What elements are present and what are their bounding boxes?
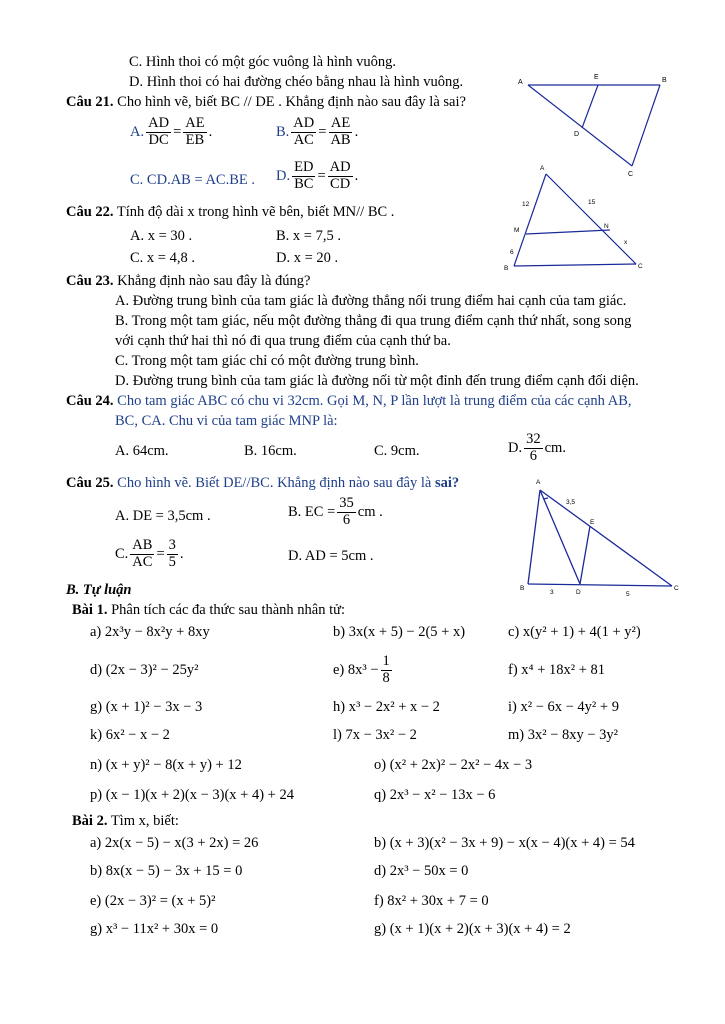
q24-option-a: A. 64cm. (115, 443, 169, 459)
bai1-item-g: g) (x + 1)² − 3x − 3 (90, 699, 203, 715)
q20-option-d: D. Hình thoi có hai đường chéo bằng nhau là hình vuông. (129, 74, 464, 90)
bai1-item-h: h) x³ − 2x² + x − 2 (333, 699, 440, 715)
q22-text: Tính độ dài x trong hình vẽ bên, biết MN// BC . (116, 204, 395, 220)
fraction: $\frac{AD}{DC}$ (148, 115, 170, 148)
length-label: 12 (522, 201, 530, 208)
bai1-label: Bài 1. (72, 602, 108, 618)
segment-ac (528, 85, 632, 166)
segment-bc (514, 264, 636, 266)
length-label: x (624, 239, 628, 246)
q21-label: Câu 21. (66, 94, 114, 110)
fraction: $\frac{AD}{AC}$ (293, 115, 315, 148)
q24-text-1: Cho tam giác ABC có chu vi 32cm. Gọi M, N, P lần lượt là trung điểm của các cạnh AB, (117, 393, 632, 409)
option-letter: D. (276, 168, 291, 185)
bai2-item-e: e) (2x − 3)² = (x + 5)² (90, 893, 216, 909)
point-label: B (520, 585, 525, 592)
bai1-item-d: d) (2x − 3)² − 25y² (90, 662, 199, 678)
bai2-heading (72, 813, 179, 830)
fraction: $\frac{3}{5}$ (168, 537, 176, 570)
fraction: $\frac{AB}{AC}$ (132, 537, 153, 570)
point-label: A (536, 479, 541, 486)
q24-label: Câu 24. (66, 393, 114, 409)
segment-bc (528, 584, 672, 586)
section-title-part-b: B. Tự luận (66, 582, 132, 598)
q24-option-c: C. 9cm. (374, 443, 420, 459)
bai2-item-g: g) x³ − 11x² + 30x = 0 (90, 921, 219, 937)
bai1-item-n: n) (x + y)² − 8(x + y) + 12 (90, 757, 242, 773)
bai1-item-c: c) x(y² + 1) + 4(1 + y²) (508, 624, 641, 640)
unit: cm . (357, 504, 383, 521)
q25-option-d: D. AD = 5cm . (288, 548, 374, 564)
q24-option-b: B. 16cm. (244, 443, 297, 459)
q24-line1 (66, 393, 632, 410)
option-letter: D. (508, 440, 523, 457)
fraction: $\frac{AD}{CD}$ (329, 159, 351, 192)
q25-option-a: A. DE = 3,5cm . (115, 508, 211, 524)
bai1-item-e: e) 8x³ − $\frac{1}{8}$ (333, 653, 390, 686)
length-label: 15 (588, 199, 596, 206)
point-label: B (504, 265, 509, 272)
q23-option-b-line1: B. Trong một tam giác, nếu một đường thẳng đi qua trung điểm cạnh thứ nhất, song song (115, 313, 632, 329)
q25-option-b (288, 496, 383, 529)
point-label: A (518, 79, 523, 86)
q23-option-a: A. Đường trung bình của tam giác là đường thẳng nối trung điểm hai cạnh của tam giác. (115, 293, 627, 309)
bai1-item-i: i) x² − 6x − 4y² + 9 (508, 699, 619, 715)
length-label: 5 (626, 591, 630, 598)
fraction: $\frac{AE}{EB}$ (185, 115, 205, 148)
q20-option-c: C. Hình thoi có một góc vuông là hình vuông. (129, 54, 397, 70)
q21-option-a: A. $\frac{AD}{DC}$ = $\frac{AE}{EB}$ . (130, 115, 213, 148)
bai1-item-q: q) 2x³ − x² − 13x − 6 (374, 787, 496, 803)
bai1-item-p: p) (x − 1)(x + 2)(x − 3)(x + 4) + 24 (90, 787, 294, 803)
segment-ac (546, 174, 636, 264)
q25-text-bold: sai? (434, 475, 460, 491)
bai2-item-f: f) 8x² + 30x + 7 = 0 (374, 893, 489, 909)
q22-figure (500, 162, 650, 274)
fraction: $\frac{32}{6}$ (526, 431, 541, 464)
fraction: $\frac{35}{6}$ (339, 495, 354, 528)
option-letter: B. (276, 124, 290, 141)
length-label: 6 (510, 249, 514, 256)
bai2-item-c: b) 8x(x − 5) − 3x + 15 = 0 (90, 863, 243, 879)
segment-ab (528, 490, 540, 584)
point-label: E (590, 519, 595, 526)
bai1-heading (72, 602, 345, 619)
q23-option-b-line2: với cạnh thứ hai thì nó đi qua trung điểm của cạnh thứ ba. (115, 333, 451, 349)
fraction: $\frac{AE}{AB}$ (330, 115, 351, 148)
unit: cm. (544, 440, 566, 457)
q23-option-c: C. Trong một tam giác chỉ có một đường trung bình. (115, 353, 419, 369)
bai2-label: Bài 2. (72, 813, 108, 829)
length-label: 3 (550, 589, 554, 596)
bai2-item-h: g) (x + 1)(x + 2)(x + 3)(x + 4) = 2 (374, 921, 571, 937)
bai1-item-l: l) 7x − 3x² − 2 (333, 727, 417, 743)
q22-option-b: B. x = 7,5 . (276, 228, 341, 244)
q25-label: Câu 25. (66, 475, 114, 491)
bai1-item-o: o) (x² + 2x)² − 2x² − 4x − 3 (374, 757, 533, 773)
q21 (66, 94, 466, 111)
q22-option-a: A. x = 30 . (130, 228, 193, 244)
q25 (66, 475, 459, 492)
q23 (66, 273, 310, 290)
q22 (66, 204, 394, 221)
q25-text: Cho hình vẽ. Biết DE//BC. Khẳng định nào sau đây là (117, 475, 432, 491)
segment-ed (582, 85, 598, 128)
bai1-item-f: f) x⁴ + 18x² + 81 (508, 662, 606, 678)
point-label: M (514, 227, 520, 234)
point-label: E (594, 74, 599, 81)
q22-option-c: C. x = 4,8 . (130, 250, 195, 266)
segment-bc (632, 85, 660, 166)
q21-text: Cho hình vẽ, biết BC // DE . Khẳng định nào sau đây là sai? (117, 94, 466, 110)
bai1-text: Phân tích các đa thức sau thành nhân tử: (111, 602, 346, 618)
q23-label: Câu 23. (66, 273, 114, 289)
fraction: $\frac{1}{8}$ (382, 653, 390, 686)
point-label: C (674, 585, 679, 592)
point-label: C (628, 171, 634, 178)
fraction: $\frac{ED}{BC}$ (294, 159, 314, 192)
segment-mn (526, 230, 610, 234)
option-letter: A. (130, 124, 145, 141)
bai2-text: Tìm x, biết: (110, 813, 179, 829)
q24-text-2: BC, CA. Chu vi của tam giác MNP là: (115, 413, 338, 429)
q21-option-d: D. $\frac{ED}{BC}$ = $\frac{AD}{CD}$ . (276, 159, 359, 192)
point-label: D (574, 131, 580, 138)
option-letter: C. (115, 546, 129, 563)
bai1-item-k: k) 6x² − x − 2 (90, 727, 170, 743)
point-label: C (638, 263, 643, 270)
segment-ab (514, 174, 546, 266)
q21-option-b: B. $\frac{AD}{AC}$ = $\frac{AE}{AB}$ . (276, 115, 359, 148)
length-label: 3,5 (566, 499, 576, 506)
bai2-item-a: a) 2x(x − 5) − x(3 + 2x) = 26 (90, 835, 259, 851)
q21-option-c: C. CD.AB = AC.BE . (130, 172, 256, 188)
q22-option-d: D. x = 20 . (276, 250, 339, 266)
point-label: A (540, 165, 545, 172)
point-label: D (576, 589, 581, 596)
option-letter: B. EC = (288, 504, 336, 521)
bai2-item-d: d) 2x³ − 50x = 0 (374, 863, 469, 879)
segment-de (580, 526, 590, 584)
q23-option-d: D. Đường trung bình của tam giác là đường nối từ một đỉnh đến trung điểm cạnh đối diện. (115, 373, 639, 389)
q25-option-c: C. $\frac{AB}{AC}$ = $\frac{3}{5}$ . (115, 537, 184, 570)
point-label: B (662, 77, 667, 84)
q24-option-d (508, 432, 566, 465)
point-label: N (604, 223, 609, 230)
bai1-item-m: m) 3x² − 8xy − 3y² (508, 727, 619, 743)
bai2-item-b: b) (x + 3)(x² − 3x + 9) − x(x − 4)(x + 4) = 54 (374, 835, 635, 851)
q23-text: Khẳng định nào sau đây là đúng? (117, 273, 311, 289)
bai1-item-b: b) 3x(x + 5) − 2(5 + x) (333, 624, 466, 640)
q25-figure (514, 476, 684, 600)
q22-label: Câu 22. (66, 204, 114, 220)
bai1-item-a: a) 2x³y − 8x²y + 8xy (90, 624, 210, 640)
